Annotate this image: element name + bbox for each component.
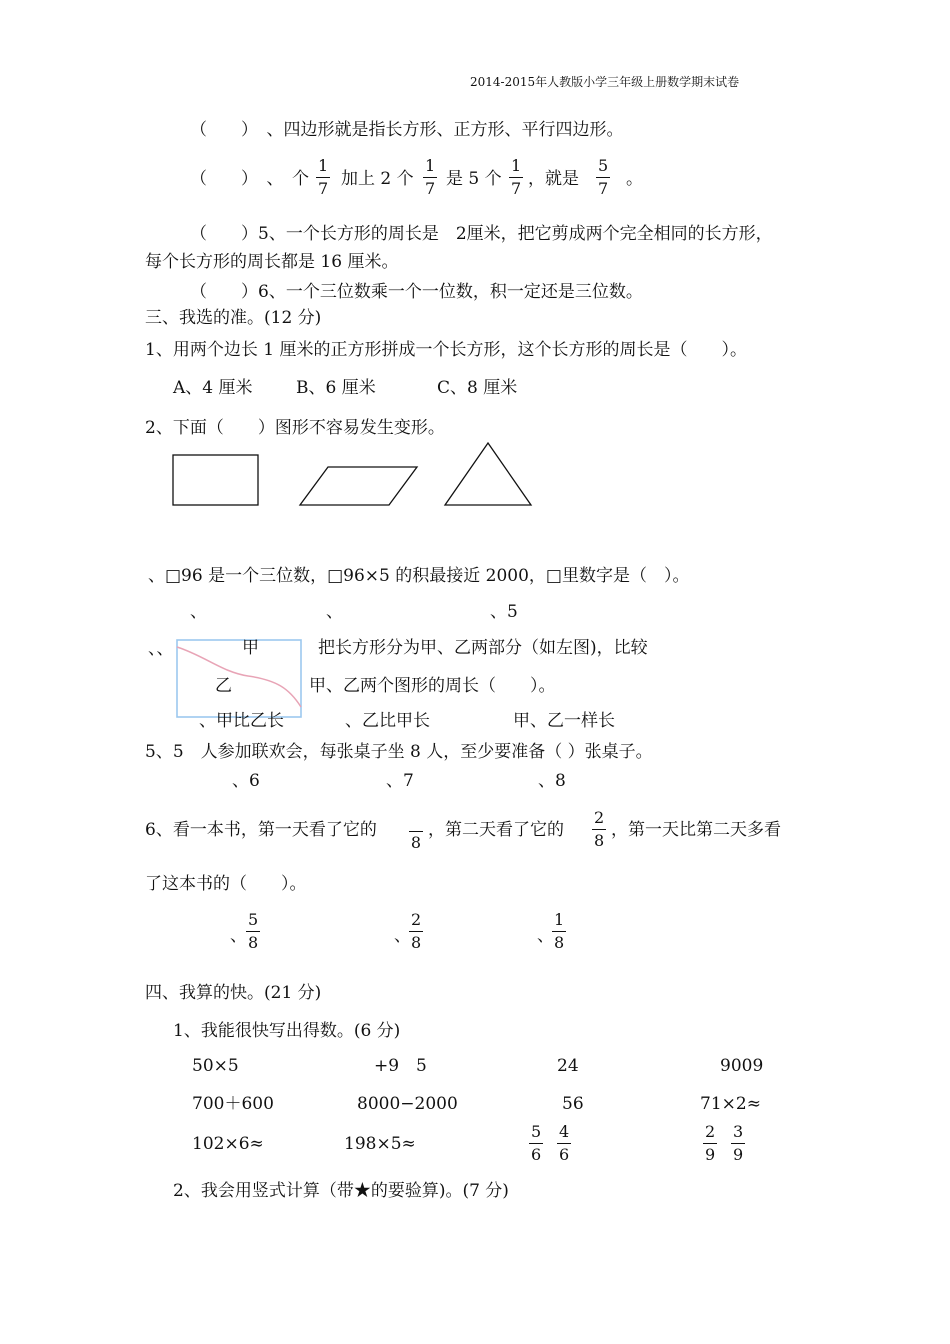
calc-r3-c2: 198×5≈ — [344, 1134, 416, 1154]
frac-den: 8 — [248, 933, 259, 952]
diagram-rectangle — [177, 640, 301, 717]
frac-bar — [731, 1143, 745, 1144]
s3-q6-opt-a-frac — [246, 912, 260, 951]
s3-q3-opt-a: 、 — [190, 602, 207, 622]
s3-q4-yi: 乙 — [215, 676, 232, 696]
calc-r3-c1: 102×6≈ — [192, 1134, 264, 1154]
frac-num: 5 — [248, 910, 259, 929]
judge-q4-prefix: （ ） 、 个 — [190, 169, 309, 189]
calc-r1-c1: 50×5 — [192, 1056, 239, 1076]
s3-q4-lead: 、、 — [148, 639, 174, 659]
s3-q4-opt-a: 、甲比乙长 — [199, 711, 284, 731]
frac-den: 6 — [559, 1145, 570, 1164]
triangle-shape — [445, 443, 531, 505]
s4-sub1: 1、我能很快写出得数。(6 分) — [173, 1021, 401, 1041]
s3-q1: 1、用两个边长 1 厘米的正方形拼成一个长方形，这个长方形的周长是（ ）。 — [145, 340, 747, 360]
s3-q3-opt-b: 、 — [326, 602, 343, 622]
frac-bar — [316, 177, 330, 178]
section4-title: 四、我算的快。(21 分) — [145, 983, 322, 1003]
judge-q3: （ ） 、四边形就是指长方形、正方形、平行四边形。 — [190, 120, 624, 140]
frac-bar — [509, 177, 523, 178]
frac-bar — [592, 829, 606, 830]
s3-q2: 2、下面（ ）图形不容易发生变形。 — [145, 418, 445, 438]
calc-r2-c4: 71×2≈ — [700, 1094, 761, 1114]
frac-den: 8 — [410, 833, 422, 852]
judge-q4-text-1: 加上 2 个 — [341, 169, 414, 189]
frac-den: 8 — [411, 933, 422, 952]
judge-q4-frac-2 — [423, 158, 437, 197]
frac-bar — [596, 177, 610, 178]
frac-num: 2 — [594, 808, 605, 827]
judge-q4-text-2: 是 5 个 — [446, 169, 502, 189]
s4-sub2: 2、我会用竖式计算（带★的要验算)。(7 分) — [173, 1181, 509, 1201]
frac-den: 7 — [425, 179, 436, 198]
frac-num: 1 — [554, 910, 565, 929]
s3-q6-opt-c-prefix: 、 — [537, 926, 554, 946]
s3-q3-opt-c: 、5 — [490, 602, 518, 622]
frac-bar — [409, 831, 423, 832]
frac-bar — [246, 931, 260, 932]
frac-den: 7 — [511, 179, 522, 198]
frac-bar — [703, 1143, 717, 1144]
frac-bar — [529, 1143, 543, 1144]
frac-bar — [552, 931, 566, 932]
frac-num: 2 — [411, 910, 422, 929]
frac-den: 8 — [594, 831, 605, 850]
s3-q1-opt-b: B、6 厘米 — [296, 378, 376, 398]
s3-q1-opt-a: A、4 厘米 — [173, 378, 253, 398]
calc-r3-frac-1 — [529, 1124, 543, 1163]
judge-q5-line1: （ ）5、一个长方形的周长是 2厘米，把它剪成两个完全相同的长方形， — [190, 224, 773, 244]
frac-den: 8 — [554, 933, 565, 952]
s3-q3: 、□96 是一个三位数，□96×5 的积最接近 2000，□里数字是（ ）。 — [148, 566, 690, 586]
s3-q6-b: ，第二天看了它的 — [428, 820, 564, 840]
calc-r1-c4: 9009 — [720, 1056, 764, 1076]
section3-title: 三、我选的准。(12 分) — [145, 308, 322, 328]
frac-num: 1 — [511, 156, 522, 175]
frac-num: 1 — [425, 156, 436, 175]
s3-q6-frac-1 — [409, 812, 423, 851]
s3-q4-line1: 把长方形分为甲、乙两部分（如左图)，比较 — [318, 638, 648, 658]
diagram-curve — [177, 647, 301, 707]
frac-bar — [409, 931, 423, 932]
s3-q6-line2: 了这本书的（ ）。 — [145, 874, 307, 894]
calc-r2-c2: 8000−2000 — [357, 1094, 458, 1114]
judge-q5-line2: 每个长方形的周长都是 16 厘米。 — [145, 252, 399, 272]
s3-q6-c: ，第一天比第二天多看 — [611, 820, 781, 840]
s3-q6-opt-c-frac — [552, 912, 566, 951]
page-header: 2014-2015年人教版小学三年级上册数学期末试卷 — [470, 75, 740, 89]
s3-q4-opt-c: 甲、乙一样长 — [513, 711, 615, 731]
calc-r2-c1: 700＋600 — [192, 1094, 274, 1114]
frac-den: 7 — [318, 179, 329, 198]
s3-q5-opt-a: 、6 — [232, 771, 260, 791]
calc-r1-c2: +9 5 — [374, 1056, 427, 1076]
calc-r3-frac-4 — [731, 1124, 745, 1163]
frac-den: 7 — [598, 179, 609, 198]
frac-num: 2 — [705, 1122, 716, 1141]
s3-q5-opt-b: 、7 — [386, 771, 414, 791]
frac-num — [414, 812, 418, 828]
frac-den: 9 — [733, 1145, 744, 1164]
judge-q4-frac-4 — [596, 158, 610, 197]
s3-q5: 5、5 人参加联欢会，每张桌子坐 8 人，至少要准备（ ）张桌子。 — [145, 742, 653, 762]
s3-q4-line2: 甲、乙两个图形的周长（ ）。 — [309, 676, 556, 696]
rectangle-shape — [173, 455, 258, 505]
frac-num: 1 — [318, 156, 329, 175]
judge-q4-frac-1 — [316, 158, 330, 197]
parallelogram-shape — [300, 467, 417, 505]
s3-q1-opt-c: C、8 厘米 — [437, 378, 518, 398]
calc-r1-c3: 24 — [557, 1056, 579, 1076]
calc-r3-frac-2 — [557, 1124, 571, 1163]
s3-q4-opt-b: 、乙比甲长 — [345, 711, 430, 731]
frac-num: 5 — [598, 156, 609, 175]
s3-q5-opt-c: 、8 — [538, 771, 566, 791]
judge-q4-text-4: 。 — [626, 169, 643, 189]
s3-q6-a: 6、看一本书，第一天看了它的 — [145, 820, 377, 840]
frac-num: 3 — [733, 1122, 744, 1141]
frac-num: 4 — [559, 1122, 570, 1141]
s3-q4-jia: 甲 — [242, 638, 259, 658]
s3-q6-opt-a-prefix: 、 — [230, 926, 247, 946]
frac-den: 6 — [531, 1145, 542, 1164]
judge-q4-frac-3 — [509, 158, 523, 197]
calc-r3-frac-3 — [703, 1124, 717, 1163]
s3-q6-opt-b-frac — [409, 912, 423, 951]
frac-num: 5 — [531, 1122, 542, 1141]
frac-bar — [423, 177, 437, 178]
s3-q6-opt-b-prefix: 、 — [394, 926, 411, 946]
frac-bar — [557, 1143, 571, 1144]
frac-den: 9 — [705, 1145, 716, 1164]
judge-q6: （ ）6、一个三位数乘一个一位数，积一定还是三位数。 — [190, 282, 643, 302]
judge-q4-text-3: ，就是 — [528, 169, 579, 189]
calc-r2-c3: 56 — [562, 1094, 584, 1114]
s3-q6-frac-2 — [592, 810, 606, 849]
